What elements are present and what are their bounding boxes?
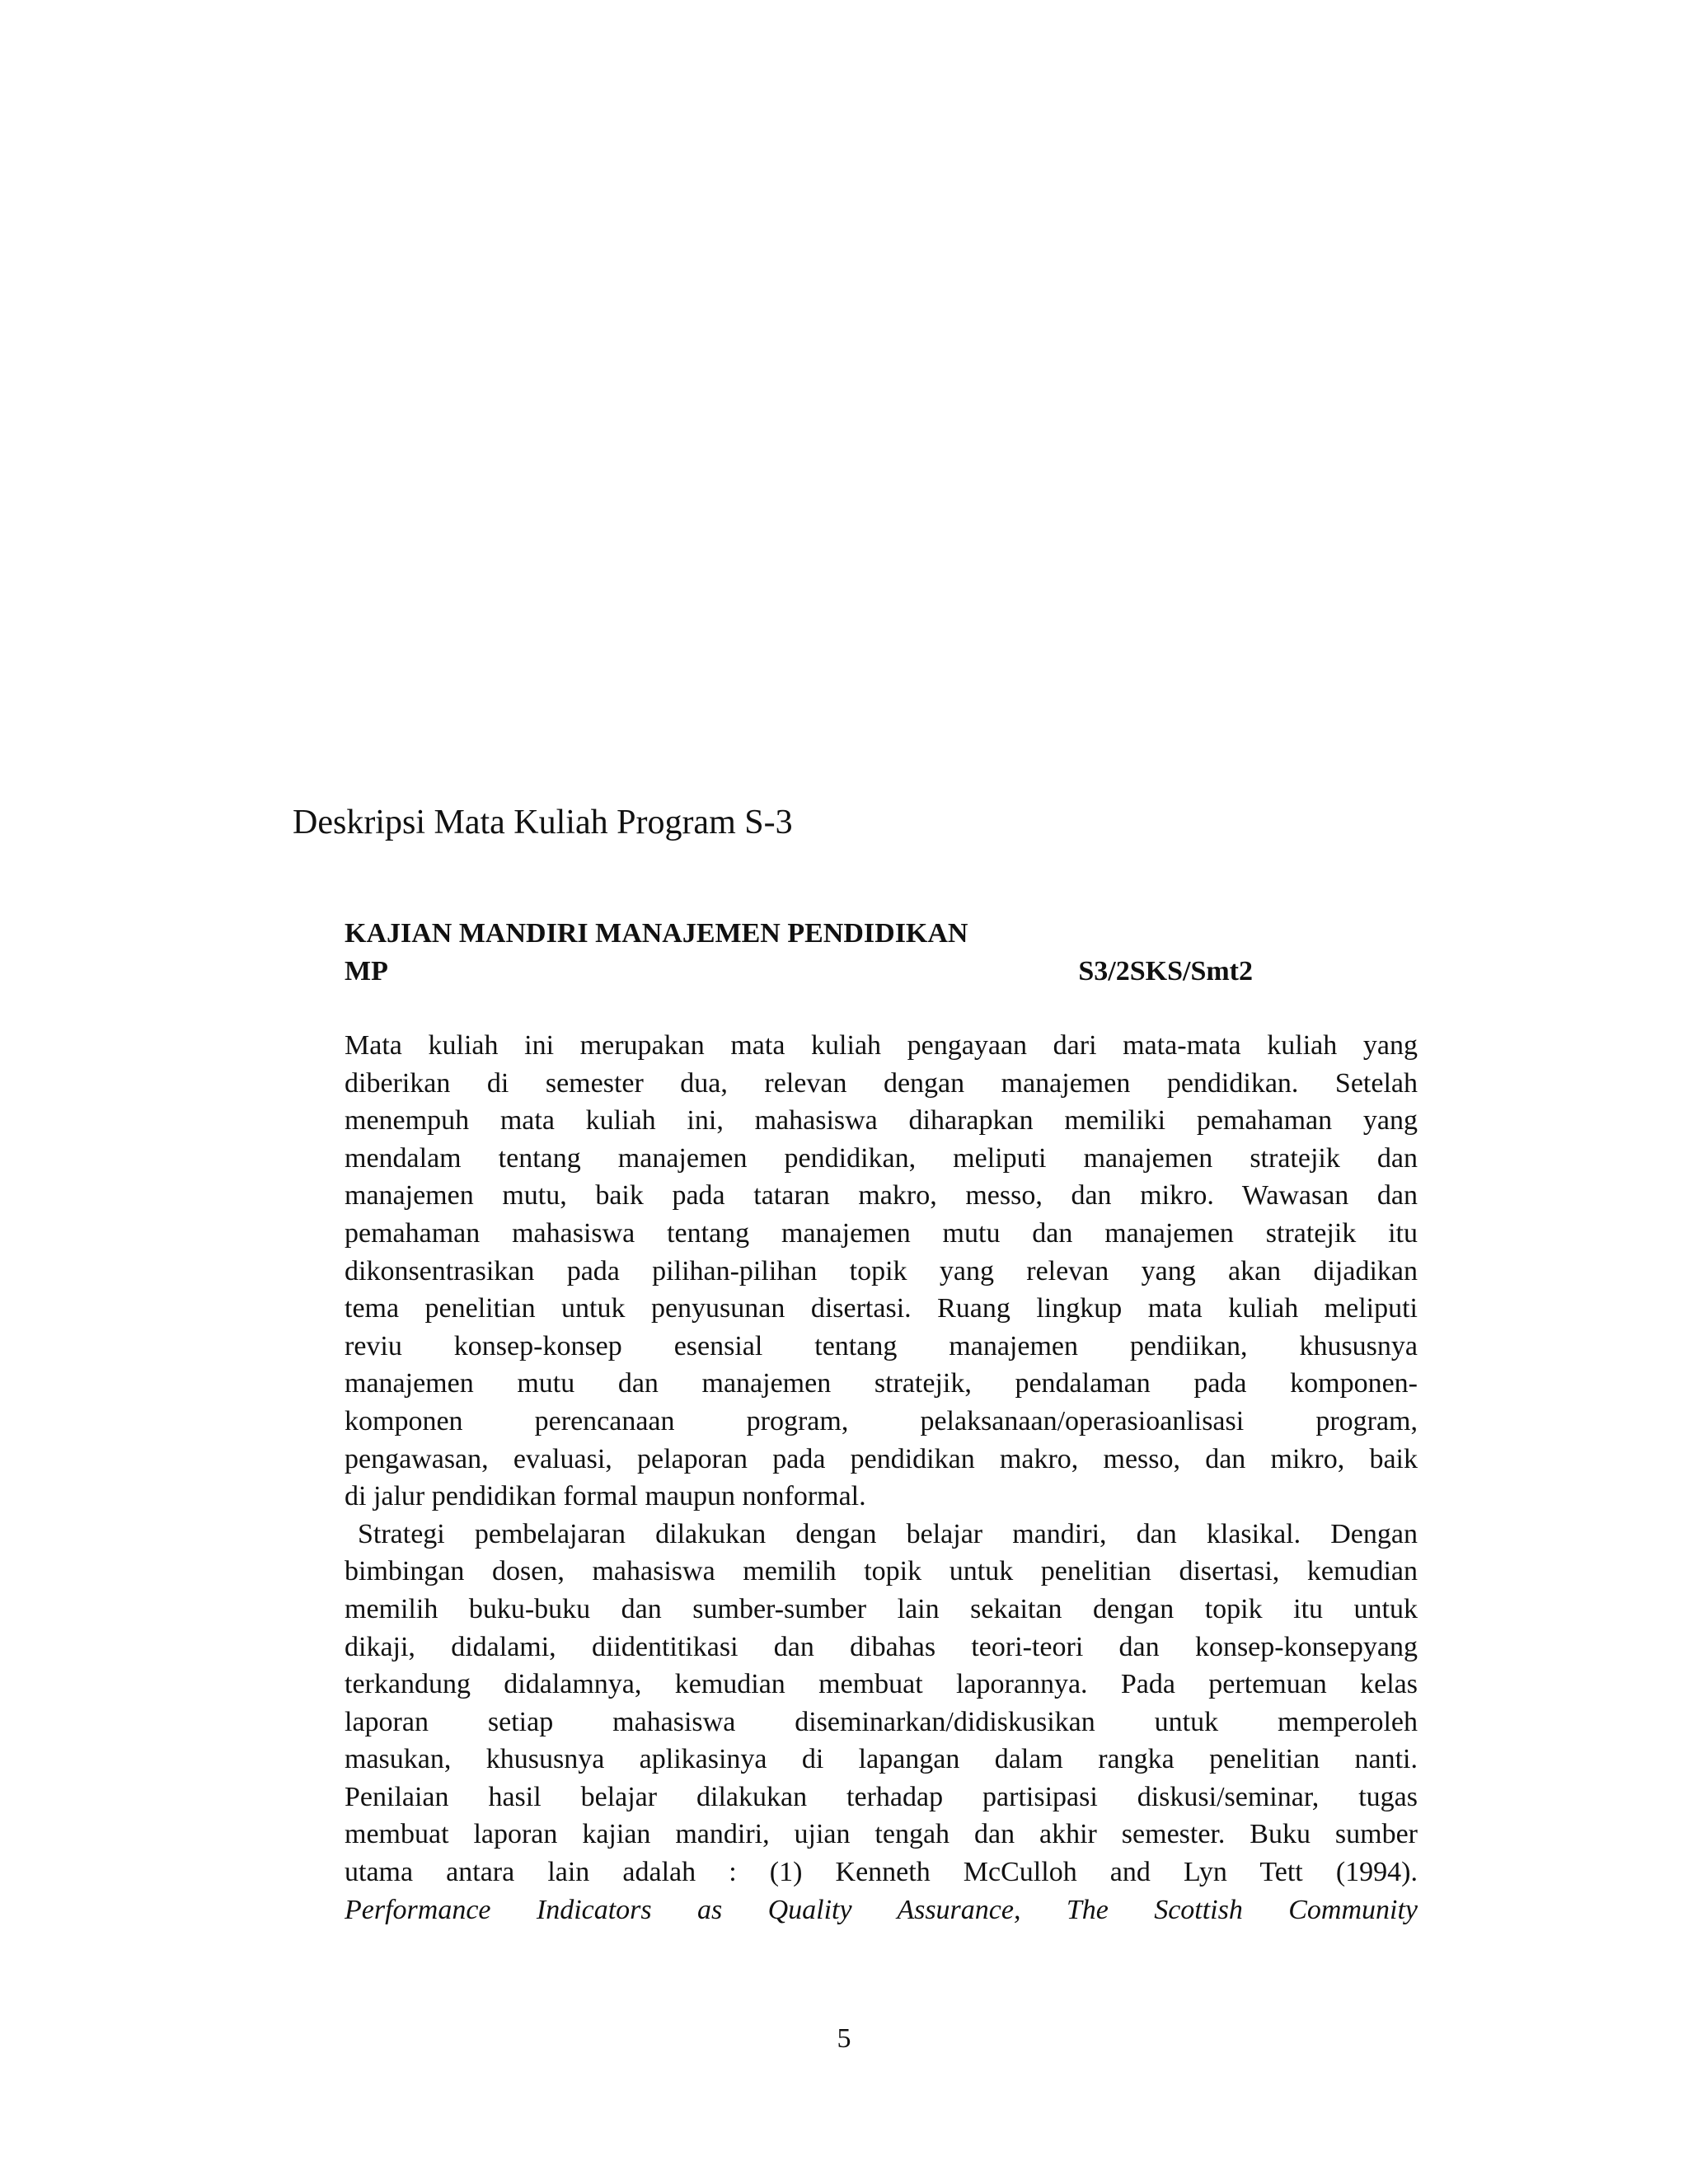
text-line: terkandung didalamnya, kemudian membuat laporannya. Pada pertemuan kelas	[345, 1669, 1418, 1700]
text-line: manajemen mutu, baik pada tataran makro, messo, dan mikro. Wawasan dan	[345, 1180, 1418, 1212]
text-line: pemahaman mahasiswa tentang manajemen mutu dan manajemen stratejik itu	[345, 1217, 1418, 1249]
text-line: Penilaian hasil belajar dilakukan terhadap partisipasi diskusi/seminar, tugas	[345, 1781, 1418, 1812]
text-line: dikonsentrasikan pada pilihan-pilihan topik yang relevan yang akan dijadikan	[345, 1255, 1418, 1286]
course-description	[345, 1027, 1418, 1929]
text-line: manajemen mutu dan manajemen stratejik, pendalaman pada komponen-	[345, 1368, 1418, 1399]
text-line: Mata kuliah ini merupakan mata kuliah pengayaan dari mata-mata kuliah yang	[345, 1030, 1418, 1061]
text-line: reviu konsep-konsep esensial tentang manajemen pendiikan, khususnya	[345, 1330, 1418, 1361]
text-line: pengawasan, evaluasi, pelaporan pada pendidikan makro, messo, dan mikro, baik	[345, 1443, 1418, 1474]
text-line: menempuh mata kuliah ini, mahasiswa diharapkan memiliki pemahaman yang	[345, 1105, 1418, 1137]
text-line: membuat laporan kajian mandiri, ujian tengah dan akhir semester. Buku sumber	[345, 1819, 1418, 1850]
text-line: masukan, khususnya aplikasinya di lapangan dalam rangka penelitian nanti.	[345, 1744, 1418, 1775]
text-line: Strategi pembelajaran dilakukan dengan belajar mandiri, dan klasikal. Dengan	[358, 1518, 1418, 1549]
page-number: 5	[837, 2023, 851, 2054]
text-line: Performance Indicators as Quality Assurance, The Scottish Community	[345, 1894, 1418, 1925]
text-line: utama antara lain adalah : (1) Kenneth McCulloh and Lyn Tett (1994).	[345, 1857, 1418, 1888]
text-line: laporan setiap mahasiswa diseminarkan/didiskusikan untuk memperoleh	[345, 1706, 1418, 1737]
text-line: tema penelitian untuk penyusunan disertasi. Ruang lingkup mata kuliah meliputi	[345, 1293, 1418, 1324]
text-line: bimbingan dosen, mahasiswa memilih topik untuk penelitian disertasi, kemudian	[345, 1556, 1418, 1587]
course-code: MP	[345, 956, 388, 987]
course-heading	[345, 915, 1418, 991]
text-line: di jalur pendidikan formal maupun nonformal.	[345, 1481, 866, 1512]
text-line: diberikan di semester dua, relevan dengan manajemen pendidikan. Setelah	[345, 1067, 1418, 1099]
page-header: Deskripsi Mata Kuliah Program S-3	[293, 804, 793, 841]
text-line: komponen perencanaan program, pelaksanaan/operasioanlisasi program,	[345, 1405, 1418, 1436]
text-line: mendalam tentang manajemen pendidikan, meliputi manajemen stratejik dan	[345, 1142, 1418, 1174]
course-meta	[345, 953, 1253, 991]
course-credits: S3/2SKS/Smt2	[1078, 956, 1253, 987]
text-line: memilih buku-buku dan sumber-sumber lain sekaitan dengan topik itu untuk	[345, 1593, 1418, 1624]
course-title: KAJIAN MANDIRI MANAJEMEN PENDIDIKAN	[345, 918, 968, 949]
text-line: dikaji, didalami, diidentitikasi dan dibahas teori-teori dan konsep-konsepyang	[345, 1631, 1418, 1662]
